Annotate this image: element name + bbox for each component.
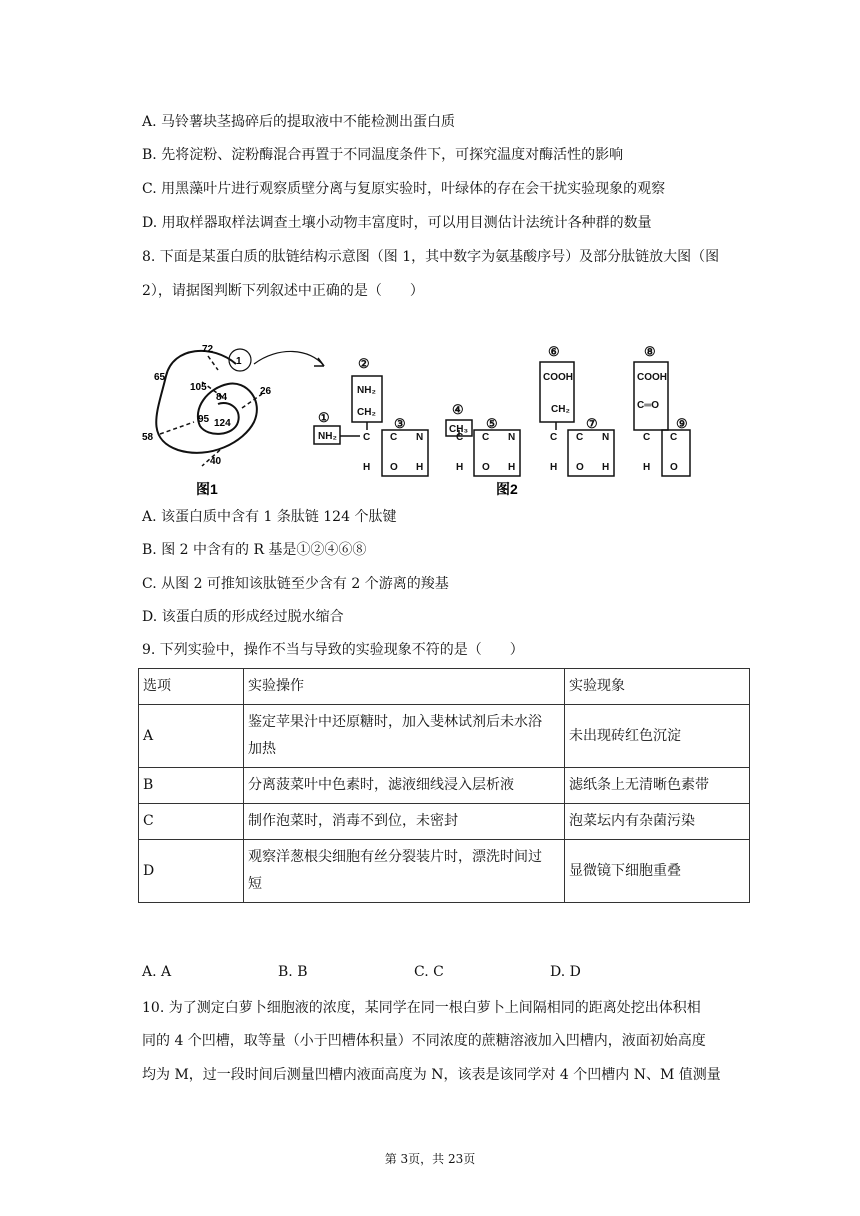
q10-line3: 均为 M，过一段时间后测量凹槽内液面高度为 N，该表是该同学对 4 个凹槽内 N、M 值测量 (142, 1067, 721, 1083)
table-cell-result: 未出现砖红色沉淀 (565, 705, 750, 768)
table-cell-result: 显微镜下细胞重叠 (565, 840, 750, 903)
fig2-n-3: N (602, 432, 610, 443)
q10-line2: 同的 4 个凹槽，取等量（小于凹槽体积量）不同浓度的蔗糖溶液加入凹槽内，液面初始高度 (142, 1033, 706, 1049)
fig2-c-6: C (576, 432, 584, 443)
fig1-number-105: 105 (190, 382, 207, 393)
q9-choice-a: A. A (142, 964, 172, 980)
q7-option-b: B. 先将淀粉、淀粉酶混合再置于不同温度条件下，可探究温度对酶活性的影响 (142, 147, 624, 163)
q8-stem-line2: 2），请据图判断下列叙述中正确的是（ ） (142, 283, 424, 299)
fig1-number-58: 58 (142, 432, 154, 443)
q8-option-b: B. 图 2 中含有的 R 基是①②④⑥⑧ (142, 542, 367, 558)
table-header: 选项 (139, 669, 244, 705)
fig1-number-95: 95 (198, 414, 210, 425)
fig2-circle-4: ④ (452, 402, 464, 417)
fig2-circle-3: ③ (394, 416, 406, 431)
figure1-label: 图1 (196, 481, 218, 497)
fig2-circle-8: ⑧ (644, 344, 656, 359)
fig2-cooh-1: COOH (543, 372, 573, 383)
fig2-o-1: O (390, 462, 398, 473)
fig2-nh2-1: NH₂ (318, 431, 337, 442)
operation-line: 加热 (248, 741, 276, 757)
operation-line: 观察洋葱根尖细胞有丝分裂装片时，漂洗时间过 (248, 849, 542, 865)
fig2-circle-6: ⑥ (548, 344, 560, 359)
fig2-h-3: H (456, 462, 464, 473)
fig2-o-2: O (482, 462, 490, 473)
table-header: 实验现象 (565, 669, 750, 705)
table-row (139, 768, 750, 804)
fig2-n-1: N (416, 432, 424, 443)
table-row (139, 840, 750, 903)
fig1-number-72: 72 (202, 344, 214, 355)
table-header-row (139, 669, 750, 705)
q7-option-d: D. 用取样器取样法调查土壤小动物丰富度时，可以用目测估计法统计各种群的数量 (142, 215, 652, 231)
operation-line: 鉴定苹果汁中还原糖时，加入斐林试剂后未水浴 (248, 714, 542, 730)
fig2-c-3: C (456, 432, 464, 443)
page-footer: 第 3页，共 23页 (384, 1152, 476, 1166)
fig2-circle-5: ⑤ (486, 416, 498, 431)
table-cell-operation: 制作泡菜时，消毒不到位，未密封 (244, 804, 565, 840)
table-cell-result: 泡菜坛内有杂菌污染 (565, 804, 750, 840)
table-cell-option: D (139, 840, 244, 903)
fig2-c-7: C (643, 432, 651, 443)
operation-line: 短 (248, 876, 262, 892)
table-cell-operation (244, 705, 565, 768)
fig2-circle-2: ② (358, 356, 370, 371)
fig1-number-124: 124 (214, 418, 231, 429)
fig2-ch2-2: CH₂ (551, 404, 570, 415)
fig1-number-26: 26 (260, 386, 272, 397)
fig2-h-5: H (550, 462, 558, 473)
fig2-o-3: O (576, 462, 584, 473)
fig2-circle-1: ① (318, 410, 330, 425)
figure2-label: 图2 (496, 481, 518, 497)
table-cell-result: 滤纸条上无清晰色素带 (565, 768, 750, 804)
table-cell-option: C (139, 804, 244, 840)
fig2-h-2: H (416, 462, 424, 473)
q7-option-c: C. 用黑藻叶片进行观察质壁分离与复原实验时，叶绿体的存在会干扰实验现象的观察 (142, 181, 666, 197)
q9-stem: 9. 下列实验中，操作不当与导致的实验现象不符的是（ ） (142, 642, 524, 658)
fig2-nh2-2: NH₂ (357, 385, 376, 396)
fig2-h-1: H (363, 462, 371, 473)
q8-stem-line1: 8. 下面是某蛋白质的肽链结构示意图（图 1，其中数字为氨基酸序号）及部分肽链放大图（图 (142, 249, 720, 265)
fig2-c-1: C (363, 432, 371, 443)
fig2-c-8: C (670, 432, 678, 443)
fig1-number-65: 65 (154, 372, 166, 383)
q8-option-a: A. 该蛋白质中含有 1 条肽链 124 个肽键 (142, 509, 397, 525)
fig2-circle-9: ⑨ (676, 416, 688, 431)
table-cell-operation: 分离菠菜叶中色素时，滤液细线浸入层析液 (244, 768, 565, 804)
q9-table (138, 668, 750, 903)
q8-option-d: D. 该蛋白质的形成经过脱水缩合 (142, 609, 344, 625)
fig2-h-6: H (602, 462, 610, 473)
fig2-n-2: N (508, 432, 516, 443)
fig1-number-1: 1 (236, 356, 242, 367)
table-cell-option: A (139, 705, 244, 768)
fig2-ch3: CH₃ (449, 424, 469, 435)
fig2-c-5: C (550, 432, 558, 443)
fig2-c-2: C (390, 432, 398, 443)
q7-option-a: A. 马铃薯块茎捣碎后的提取液中不能检测出蛋白质 (142, 114, 456, 130)
fig2-c-4: C (482, 432, 490, 443)
q9-choice-b: B. B (278, 964, 308, 980)
q9-choice-c: C. C (414, 964, 444, 980)
q8-option-c: C. 从图 2 可推知该肽链至少含有 2 个游离的羧基 (142, 576, 449, 592)
fig2-h-7: H (643, 462, 651, 473)
fig1-number-40: 40 (210, 456, 222, 467)
table-header: 实验操作 (244, 669, 565, 705)
table-row (139, 705, 750, 768)
table-cell-option: B (139, 768, 244, 804)
table-row (139, 804, 750, 840)
fig2-o-4: O (670, 462, 678, 473)
peptide-figure (138, 338, 698, 504)
q10-line1: 10. 为了测定白萝卜细胞液的浓度，某同学在同一根白萝卜上间隔相同的距离处挖出体积相 (142, 1000, 701, 1016)
fig1-number-84: 84 (216, 392, 228, 403)
fig2-ch2-1: CH₂ (357, 407, 376, 418)
fig2-circle-7: ⑦ (586, 416, 598, 431)
fig2-co: C═O (637, 400, 660, 411)
fig2-cooh-2: COOH (637, 372, 667, 383)
table-cell-operation (244, 840, 565, 903)
fig2-h-4: H (508, 462, 516, 473)
q9-choice-d: D. D (550, 964, 581, 980)
figure2-peptide (314, 362, 690, 476)
